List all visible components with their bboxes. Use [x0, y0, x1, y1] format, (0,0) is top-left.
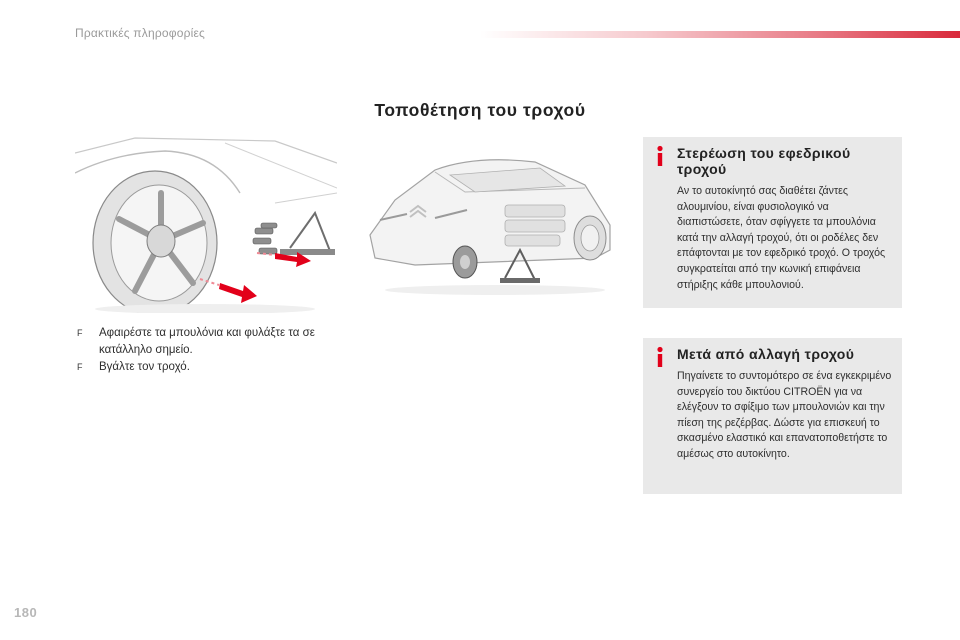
wheel-removal-illustration: [75, 133, 337, 313]
section-header: Πρακτικές πληροφορίες: [75, 26, 206, 40]
info-box-after-change: [643, 338, 902, 494]
procedure-steps: [75, 325, 355, 376]
page-number: 180: [14, 605, 38, 620]
step-text: Βγάλτε τον τροχό.: [99, 361, 190, 373]
step-bullet: F: [77, 328, 83, 338]
step-item: [75, 325, 355, 359]
header-accent-bar: [480, 31, 960, 38]
step-bullet: F: [77, 362, 83, 372]
info-box-title: Στερέωση του εφεδρικού τροχού: [677, 145, 851, 177]
info-box-spare-wheel: [643, 137, 902, 308]
car-on-jack-illustration: [355, 140, 617, 305]
page-title: Τοποθέτηση του τροχού: [374, 100, 586, 120]
info-icon: [653, 346, 667, 368]
info-box-title: Μετά από αλλαγή τροχού: [677, 346, 855, 362]
step-text: Αφαιρέστε τα μπουλόνια και φυλάξτε τα σε κατάλληλο σημείο.: [99, 327, 315, 356]
info-icon: [653, 145, 667, 167]
info-box-text: Αν το αυτοκίνητό σας διαθέτει ζάντες αλουμινίου, είναι φυσιολογικό να διαπιστώσετε, όταν σφίγγετε τα μπουλόνια κατά την αλλαγή τροχού, ότι οι ροδέλες δεν επάφτονται με τον εφεδρικό τροχό. Ο τροχός συγκρατείται από την κωνική επιφάνεια στήριξης κάθε μπουλονιού.: [677, 185, 886, 291]
step-item: [75, 359, 355, 376]
info-box-text: Πηγαίνετε το συντομότερο σε ένα εγκεκριμένο συνεργείο του δικτύου CITROËN για να ελέγξουν το σφίξιμο των μπουλονιών και την πίεση της ρεζέρβας. Δώστε για επισκευή το σκασμένο ελαστικό και επανατοποθετήστε το αμέσως στο αυτοκίνητο.: [677, 370, 892, 460]
